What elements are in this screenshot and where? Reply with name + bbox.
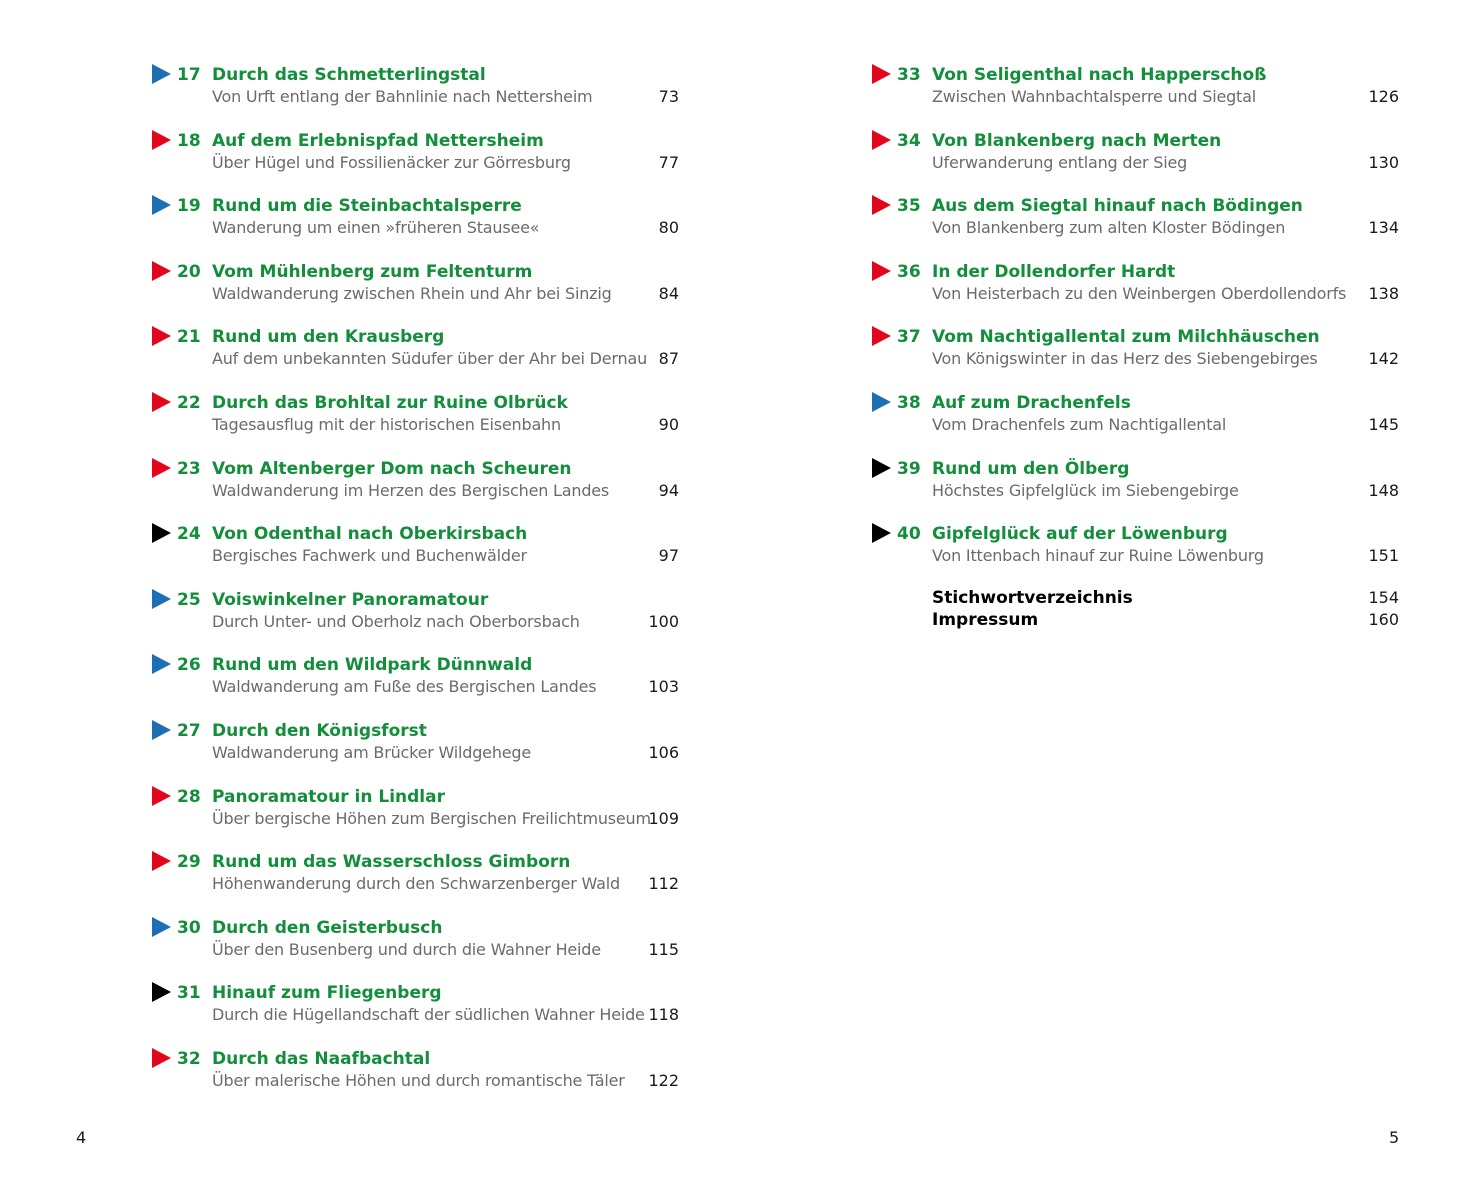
imprint-label[interactable]: Impressum [932,609,1039,630]
route-number: 19 [177,196,201,217]
route-number: 22 [177,392,201,413]
route-subtitle: Uferwanderung entlang der Sieg [932,152,1188,172]
page-number: 145 [1368,414,1399,434]
page-number: 148 [1368,480,1399,500]
page-number: 154 [1368,587,1399,607]
route-subtitle: Waldwanderung am Fuße des Bergischen Landes [212,677,597,697]
route-title[interactable]: Vom Altenberger Dom nach Scheuren [212,458,572,479]
page-number: 138 [1368,283,1399,303]
route-subtitle: Auf dem unbekannten Südufer über der Ahr bei Dernau [212,349,648,369]
page-number: 97 [658,546,679,566]
page-folio-left: 4 [76,1128,87,1147]
page-number: 73 [658,87,679,106]
toc-entry[interactable] [152,324,687,390]
route-title[interactable]: Von Blankenberg nach Merten [932,130,1222,151]
route-number: 31 [177,983,201,1004]
route-number: 24 [177,524,201,545]
page-number: 84 [658,283,679,303]
toc-entry[interactable] [152,784,687,850]
difficulty-flag-icon [152,720,171,740]
route-number: 25 [177,589,201,610]
toc-entry[interactable] [152,980,687,1046]
difficulty-flag-icon [152,261,171,281]
difficulty-flag-icon [872,458,891,478]
route-title[interactable]: Hinauf zum Fliegenberg [212,983,442,1004]
page-number: 112 [648,874,679,894]
route-number: 33 [897,65,921,85]
toc-extra-imprint[interactable] [872,609,1407,631]
route-title[interactable]: Rund um die Steinbachtalsperre [212,196,522,217]
toc-entry[interactable] [872,390,1407,456]
difficulty-flag-icon [152,917,171,937]
toc-entry[interactable] [152,62,687,128]
toc-entry[interactable] [872,324,1407,390]
route-title[interactable]: Rund um den Ölberg [932,458,1130,479]
route-number: 20 [177,261,201,282]
route-title[interactable]: Durch das Brohltal zur Ruine Olbrück [212,392,568,413]
route-subtitle: Über malerische Höhen und durch romantische Täler [212,1070,625,1090]
route-subtitle: Durch Unter- und Oberholz nach Oberborsbach [212,611,580,631]
toc-entry[interactable] [152,652,687,718]
page-number: 87 [658,349,679,369]
route-subtitle: Waldwanderung zwischen Rhein und Ahr bei Sinzig [212,283,612,303]
route-number: 30 [177,917,201,938]
toc-entry[interactable] [152,456,687,522]
route-subtitle: Vom Drachenfels zum Nachtigallental [932,414,1227,434]
difficulty-flag-icon [152,982,171,1002]
route-subtitle: Bergisches Fachwerk und Buchenwälder [212,546,527,566]
page-number: 94 [658,480,679,500]
route-subtitle: Über Hügel und Fossilienäcker zur Görresburg [212,152,571,172]
route-number: 32 [177,1048,201,1069]
route-subtitle: Von Blankenberg zum alten Kloster Bödingen [932,218,1286,238]
difficulty-flag-icon [872,392,891,412]
route-number: 17 [177,65,201,85]
route-subtitle: Höchstes Gipfelglück im Siebengebirge [932,480,1239,500]
difficulty-flag-icon [872,130,891,150]
route-subtitle: Von Urft entlang der Bahnlinie nach Nettersheim [212,87,593,106]
route-subtitle: Von Ittenbach hinauf zur Ruine Löwenburg [932,546,1264,566]
route-subtitle: Wanderung um einen »früheren Stausee« [212,218,540,238]
difficulty-flag-icon [872,195,891,215]
route-number: 28 [177,786,201,807]
toc-entry[interactable] [872,259,1407,325]
route-number: 35 [897,196,921,217]
route-number: 21 [177,327,201,348]
difficulty-flag-icon [872,64,891,84]
toc-entry[interactable] [152,259,687,325]
difficulty-flag-icon [872,261,891,281]
route-title[interactable]: Voiswinkelner Panoramatour [212,589,489,610]
toc-entry[interactable] [872,128,1407,194]
toc-left-column [152,62,687,1112]
toc-right-column [872,62,1407,631]
difficulty-flag-icon [152,64,171,84]
route-title[interactable]: Rund um das Wasserschloss Gimborn [212,852,571,873]
route-subtitle: Über den Busenberg und durch die Wahner Heide [212,939,601,959]
page-number: 90 [658,414,679,434]
page-number: 100 [648,611,679,631]
difficulty-flag-icon [152,392,171,412]
page-number: 142 [1368,349,1399,369]
route-title[interactable]: Von Odenthal nach Oberkirsbach [212,524,528,545]
route-subtitle: Höhenwanderung durch den Schwarzenberger Wald [212,874,620,894]
toc-entry[interactable] [152,390,687,456]
difficulty-flag-icon [872,326,891,346]
route-title[interactable]: Durch den Geisterbusch [212,917,443,938]
route-subtitle: Zwischen Wahnbachtalsperre und Siegtal [932,87,1256,106]
toc-entry[interactable] [872,193,1407,259]
page-number: 151 [1368,546,1399,566]
index-label[interactable]: Stichwortverzeichnis [932,587,1133,608]
route-number: 40 [897,524,921,545]
page-number: 103 [648,677,679,697]
route-subtitle: Durch die Hügellandschaft der südlichen Wahner Heide [212,1005,645,1025]
difficulty-flag-icon [872,523,891,543]
page-number: 130 [1368,152,1399,172]
route-title[interactable]: Durch den Königsforst [212,720,427,741]
page-number: 122 [648,1070,679,1090]
route-title[interactable]: Rund um den Wildpark Dünnwald [212,655,533,676]
difficulty-flag-icon [152,851,171,871]
route-title[interactable]: Panoramatour in Lindlar [212,786,445,807]
toc-entry[interactable] [152,128,687,194]
route-number: 38 [897,392,921,413]
difficulty-flag-icon [152,458,171,478]
page-number: 160 [1368,609,1399,629]
difficulty-flag-icon [152,195,171,215]
toc-entry[interactable] [872,62,1407,128]
difficulty-flag-icon [152,523,171,543]
route-title[interactable]: Vom Nachtigallental zum Milchhäuschen [932,327,1320,348]
route-title[interactable]: Durch das Naafbachtal [212,1048,431,1069]
route-title[interactable]: Auf dem Erlebnispfad Nettersheim [212,130,544,151]
route-number: 29 [177,852,201,873]
difficulty-flag-icon [152,130,171,150]
toc-entry[interactable] [152,521,687,587]
toc-entry[interactable] [872,521,1407,587]
toc-entry[interactable] [152,1046,687,1112]
route-number: 34 [897,130,921,151]
difficulty-flag-icon [152,654,171,674]
toc-extra-index[interactable] [872,587,1407,609]
route-subtitle: Von Königswinter in das Herz des Siebengebirges [932,349,1318,369]
page-number: 134 [1368,218,1399,238]
toc-entry[interactable] [152,193,687,259]
route-title[interactable]: Aus dem Siegtal hinauf nach Bödingen [932,196,1303,217]
route-number: 39 [897,458,921,479]
route-title[interactable]: Gipfelglück auf der Löwenburg [932,524,1228,545]
toc-entry[interactable] [152,915,687,981]
page-number: 118 [648,1005,679,1025]
route-number: 18 [177,130,201,151]
toc-entry[interactable] [152,849,687,915]
route-subtitle: Waldwanderung am Brücker Wildgehege [212,742,532,762]
page-number: 77 [658,152,679,172]
route-number: 36 [897,261,921,282]
page-number: 106 [648,742,679,762]
route-number: 27 [177,720,201,741]
page-number: 115 [648,939,679,959]
route-title[interactable]: Durch das Schmetterlingstal [212,65,486,85]
route-subtitle: Tagesausflug mit der historischen Eisenbahn [212,414,561,434]
page-number: 109 [648,808,679,828]
route-subtitle: Über bergische Höhen zum Bergischen Freilichtmuseum [212,808,651,828]
difficulty-flag-icon [152,1048,171,1068]
route-title[interactable]: In der Dollendorfer Hardt [932,261,1176,282]
difficulty-flag-icon [152,786,171,806]
route-title[interactable]: Auf zum Drachenfels [932,392,1131,413]
route-number: 26 [177,655,201,676]
route-number: 23 [177,458,201,479]
route-subtitle: Waldwanderung im Herzen des Bergischen Landes [212,480,610,500]
toc-entry[interactable] [152,718,687,784]
page-number: 126 [1368,87,1399,106]
route-title[interactable]: Rund um den Krausberg [212,327,445,348]
route-title[interactable]: Von Seligenthal nach Happerschoß [932,65,1267,85]
toc-entry[interactable] [872,456,1407,522]
route-number: 37 [897,327,921,348]
route-subtitle: Von Heisterbach zu den Weinbergen Oberdollendorfs [932,283,1347,303]
toc-entry[interactable] [152,587,687,653]
difficulty-flag-icon [152,589,171,609]
route-title[interactable]: Vom Mühlenberg zum Feltenturm [212,261,533,282]
page-folio-right: 5 [1389,1128,1400,1147]
page-number: 80 [658,218,679,238]
difficulty-flag-icon [152,326,171,346]
